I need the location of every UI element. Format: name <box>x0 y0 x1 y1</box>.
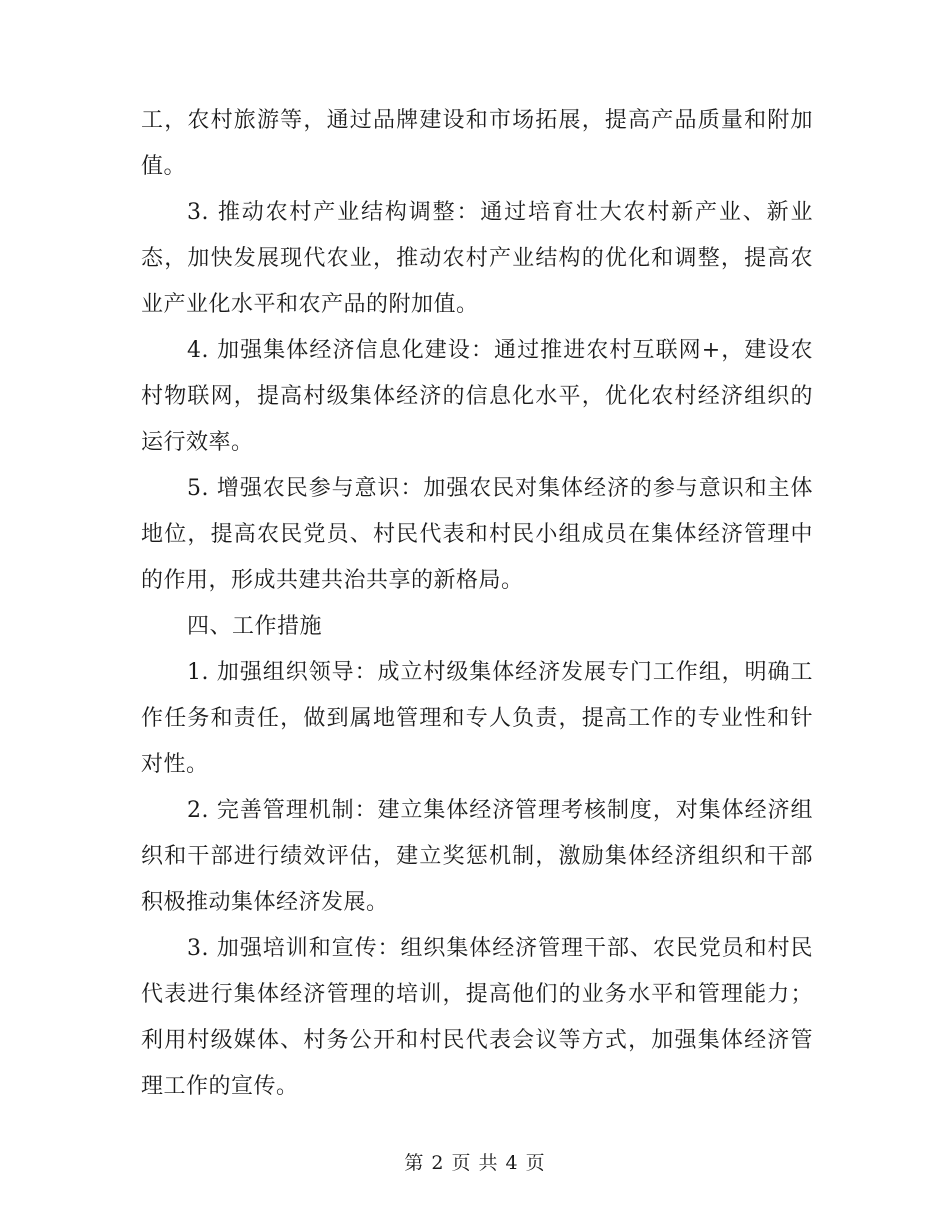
paragraph-item-5-participation: 5. 增强农民参与意识：加强农民对集体经济的参与意识和主体地位，提高农民党员、村民代表和村民小组成员在集体经济管理中的作用，形成共建共治共享的新格局。 <box>141 476 813 593</box>
section-heading-work-measures: 四、工作措施 <box>187 614 323 639</box>
paragraph-measure-1-leadership: 1. 加强组织领导：成立村级集体经济发展专门工作组，明确工作任务和责任，做到属地管理和专人负责，提高工作的专业性和针对性。 <box>141 660 813 777</box>
paragraph-item-3-industry-structure: 3. 推动农村产业结构调整：通过培育壮大农村新产业、新业态，加快发展现代农业，推动农村产业结构的优化和调整，提高农业产业化水平和农产品的附加值。 <box>141 200 813 317</box>
paragraph-continuation: 工，农村旅游等，通过品牌建设和市场拓展，提高产品质量和附加值。 <box>141 108 813 179</box>
paragraph-item-4-informatization: 4. 加强集体经济信息化建设：通过推进农村互联网+，建设农村物联网，提高村级集体经济的信息化水平，优化农村经济组织的运行效率。 <box>141 338 813 455</box>
page-number-footer: 第 2 页 共 4 页 <box>404 1152 546 1174</box>
document-body <box>141 98 813 1110</box>
paragraph-measure-3-training: 3. 加强培训和宣传：组织集体经济管理干部、农民党员和村民代表进行集体经济管理的培训，提高他们的业务水平和管理能力；利用村级媒体、村务公开和村民代表会议等方式，加强集体经济管理工作的宣传。 <box>141 936 813 1099</box>
paragraph-measure-2-mechanism: 2. 完善管理机制：建立集体经济管理考核制度，对集体经济组织和干部进行绩效评估，建立奖惩机制，激励集体经济组织和干部积极推动集体经济发展。 <box>141 798 813 915</box>
